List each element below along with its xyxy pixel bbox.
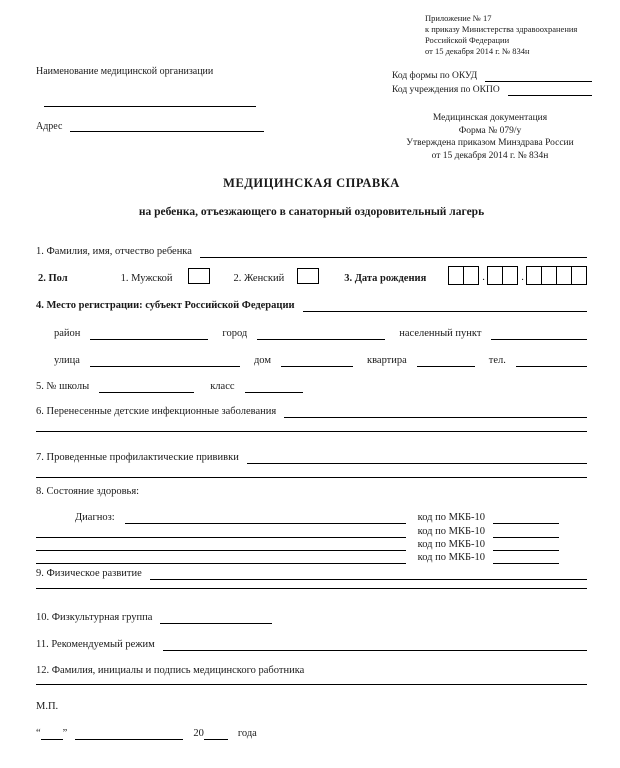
street-label: улица [54, 355, 80, 366]
doc-form-line: Медицинская документация [432, 113, 548, 123]
class-label: класс [210, 381, 235, 392]
organization-name-label: Наименование медицинской организации [36, 66, 214, 77]
doc-form-line: от 15 декабря 2014 г. № 834н [431, 150, 549, 161]
diagnosis-blank-line [125, 510, 406, 524]
field-7-blank-line-2 [36, 477, 587, 478]
house-label: дом [253, 355, 271, 366]
field-3-label: 3. Дата рождения [344, 273, 427, 284]
field-9-blank-line [150, 566, 587, 580]
stamp-label: М.П. [36, 701, 59, 712]
street-blank-line [90, 353, 240, 367]
icd10-label: код по МКБ-10 [417, 552, 485, 563]
date-month-box [487, 266, 503, 285]
icd10-blank-line [493, 537, 559, 551]
field-4-label: 4. Место регистрации: субъект Российской Федерации [36, 300, 295, 311]
district-label: район [54, 328, 81, 339]
annex-line: Приложение № 17 [425, 13, 492, 23]
diagnosis-blank-line [36, 550, 406, 564]
icd10-label: код по МКБ-10 [417, 539, 485, 550]
annex-line: Российской Федерации [425, 35, 510, 45]
diagnosis-blank-line [36, 524, 406, 538]
date-day-box [463, 266, 479, 285]
sex-female-checkbox [297, 268, 319, 284]
doc-form-line: Форма № 079/у [458, 125, 522, 136]
icd10-label: код по МКБ-10 [417, 526, 485, 537]
settlement-blank-line [491, 326, 587, 340]
field-1-blank-line [200, 244, 587, 258]
field-10-blank-line [160, 610, 272, 624]
field-6-blank-line-2 [36, 431, 587, 432]
field-6-label: 6. Перенесенные детские инфекционные заболевания [36, 406, 277, 417]
field-9-label: 9. Физическое развитие [36, 568, 142, 579]
birth-date-boxes [448, 266, 587, 285]
school-number-blank-line [99, 379, 194, 393]
field-9-blank-line-2 [36, 588, 587, 589]
date-quote-close: ” [62, 728, 68, 739]
settlement-label: населенный пункт [399, 328, 482, 339]
flat-label: квартира [366, 355, 407, 366]
city-blank-line [257, 326, 385, 340]
sex-male-label: 1. Мужской [120, 273, 173, 284]
annex-line: от 15 декабря 2014 г. № 834н [425, 46, 530, 56]
field-8-label: 8. Состояние здоровья: [36, 486, 140, 497]
field-11-blank-line [163, 637, 587, 651]
phone-label: тел. [488, 355, 506, 366]
date-year-prefix: 20 [193, 728, 204, 739]
field-7-label: 7. Проведенные профилактические прививки [36, 452, 239, 463]
icd10-blank-line [493, 550, 559, 564]
diagnosis-label: Диагноз: [75, 512, 115, 523]
field-4-blank-line [303, 298, 587, 312]
field-12-blank-line [36, 684, 587, 685]
sex-female-label: 2. Женский [233, 273, 285, 284]
date-separator: . [482, 272, 485, 283]
okpo-code-label: Код учреждения по ОКПО [392, 85, 500, 95]
date-year-suffix: года [237, 728, 257, 739]
date-year-box [556, 266, 572, 285]
date-year-blank-line [204, 726, 228, 740]
doc-form-line: Утверждена приказом Минздрава России [406, 138, 574, 148]
house-blank-line [281, 353, 353, 367]
icd10-label: код по МКБ-10 [417, 512, 485, 523]
form-subtitle: на ребенка, отъезжающего в санаторный оздоровительный лагерь [138, 206, 485, 218]
date-separator: . [521, 272, 524, 283]
field-7-blank-line [247, 450, 587, 464]
flat-blank-line [417, 353, 475, 367]
field-6-blank-line [284, 404, 587, 418]
date-day-box [448, 266, 464, 285]
icd10-blank-line [493, 524, 559, 538]
class-blank-line [245, 379, 303, 393]
okud-code-label: Код формы по ОКУД [392, 71, 478, 81]
field-2-label: 2. Пол [38, 273, 68, 284]
icd10-blank-line [493, 510, 559, 524]
date-quote-open: “ [36, 728, 41, 739]
date-day-blank-line [41, 726, 63, 740]
field-5-label: 5. № школы [36, 381, 90, 392]
date-year-box [526, 266, 542, 285]
field-11-label: 11. Рекомендуемый режим [36, 639, 155, 650]
date-month-blank-line [75, 726, 183, 740]
date-month-box [502, 266, 518, 285]
sex-male-checkbox [188, 268, 210, 284]
address-label: Адрес [36, 121, 63, 132]
field-10-label: 10. Физкультурная группа [36, 612, 153, 623]
phone-blank-line [516, 353, 587, 367]
city-label: город [222, 328, 248, 339]
district-blank-line [90, 326, 208, 340]
date-year-box [571, 266, 587, 285]
field-1-label: 1. Фамилия, имя, отчество ребенка [36, 246, 192, 257]
form-title: МЕДИЦИНСКАЯ СПРАВКА [223, 176, 400, 190]
field-12-label: 12. Фамилия, инициалы и подпись медицинского работника [36, 665, 305, 676]
date-year-box [541, 266, 557, 285]
diagnosis-blank-line [36, 537, 406, 551]
annex-line: к приказу Министерства здравоохранения [425, 24, 578, 34]
